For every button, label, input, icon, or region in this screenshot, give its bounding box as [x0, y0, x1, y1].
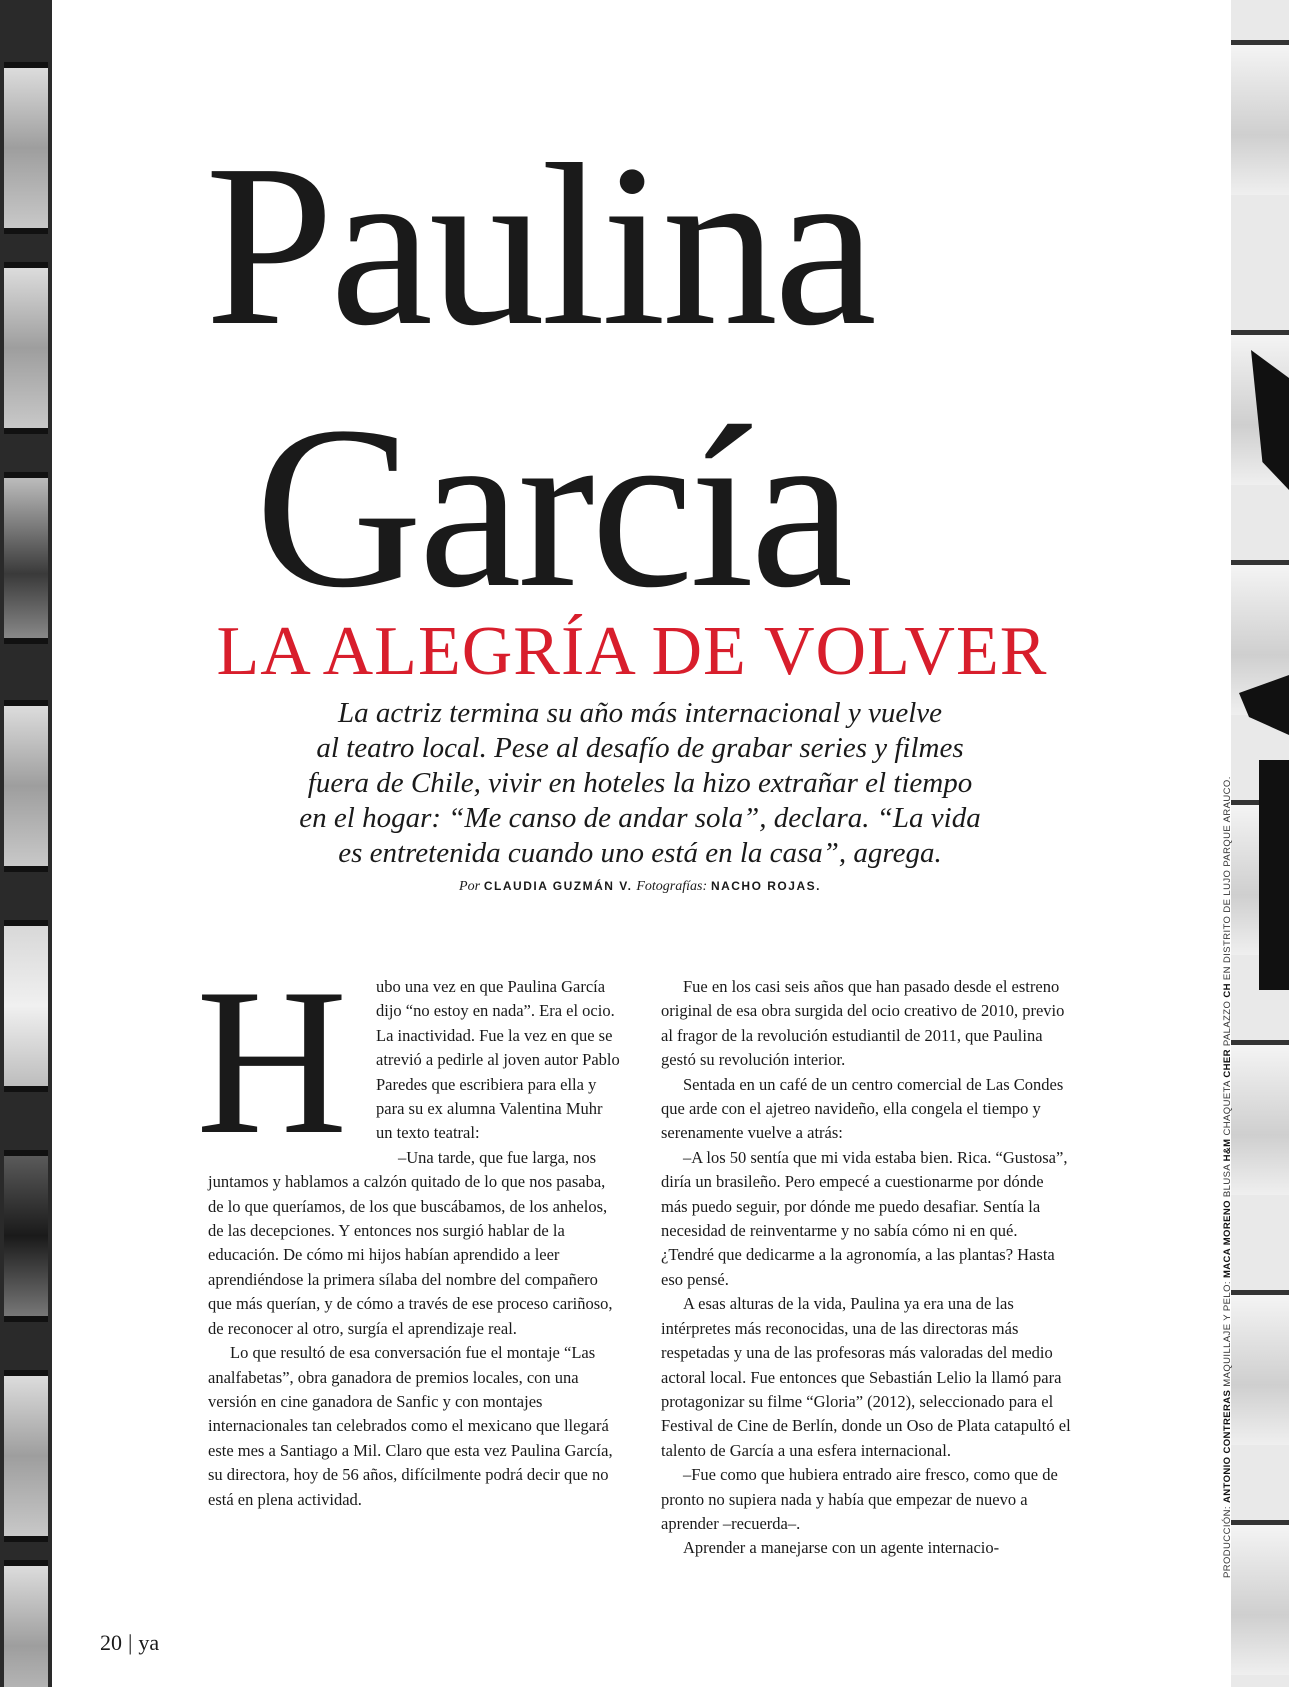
deck-line: La actriz termina su año más internacional y vuelve	[337, 697, 943, 729]
credit-label: CHAQUETA	[1222, 1080, 1233, 1136]
credit-label: PRODUCCIÓN:	[1222, 1506, 1233, 1578]
page-folio	[100, 1630, 159, 1656]
film-frame	[4, 472, 48, 644]
film-strip-right	[1231, 0, 1289, 1687]
body-paragraph: Aprender a manejarse con un agente internacio-	[683, 1538, 1000, 1558]
body-paragraph: –Una tarde, que fue larga, nos juntamos y hablamos a calzón quitado de lo que nos pasaba, de lo que queríamos, de los que buscábamos, de los anhelos, de las decepciones. Y entonces nos surgió hablar de la educación. De cómo mi hijos habían aprendido a leer aprendiéndose la primera sílaba del nombre del compañero que más querían, y de cómo a través de ese proceso cariñoso, de reconocer al otro, surgía el aprendizaje real.	[208, 1147, 613, 1338]
folio-separator: |	[128, 1630, 133, 1655]
film-frame	[1231, 1040, 1289, 1195]
credit-value: CHER	[1222, 1049, 1233, 1078]
deck-line: fuera de Chile, vivir en hoteles la hizo extrañar el tiempo	[307, 767, 973, 799]
paragraph-text: ubo una vez en que Paulina García dijo “no estoy en nada”. Era el ocio. La inactividad. Fue la vez en que se atrevió a pedirle al joven autor Pablo Paredes que escribiera para ella y para su ex alumna Valentina Muhr un texto teatral:	[376, 977, 620, 1143]
credit-label: MAQUILLAJE Y PELO:	[1222, 1281, 1233, 1387]
body-paragraph: –A los 50 sentía que mi vida estaba bien. Rica. “Gustosa”, diría un brasileño. Pero empecé a cuestionarme por dónde más puedo seguir, por dónde me puedo desafiar. Sentía la necesidad de reinventarme y no sabía cómo ni en qué. ¿Tendré que dedicarme a la agronomía, a las plantas? Hasta eso pensé.	[661, 1147, 1068, 1289]
article-kicker: LA ALEGRÍA DE VOLVER	[216, 613, 1048, 690]
byline	[300, 878, 980, 895]
body-paragraph: Sentada en un café de un centro comercial de Las Condes que arde con el ajetreo navideño, ella congela el tiempo y serenamente vuelve a atrás:	[661, 1074, 1064, 1143]
credit-label: EN DISTRITO DE LUJO PARQUE ARAUCO.	[1222, 776, 1233, 981]
credit-value: ANTONIO CONTRERAS	[1222, 1389, 1233, 1503]
credit-label: PALAZZO	[1222, 1000, 1233, 1047]
byline-author: CLAUDIA GUZMÁN V.	[483, 879, 633, 893]
body-paragraph: Lo que resultó de esa conversación fue el montaje “Las analfabetas”, obra ganadora de premios locales, con una versión en cine ganadora de Sanfic y con montajes internacionales tan celebrados como el mexicano que llegará este mes a Santiago a Mil. Claro que esta vez Paulina García, su directora, hoy de 56 años, difícilmente podrá decir que no está en plena actividad.	[208, 1343, 613, 1509]
body-paragraph	[196, 946, 620, 1178]
body-paragraph: A esas alturas de la vida, Paulina ya era una de las intérpretes más reconocidas, una de las directoras más respetadas y una de las profesoras más valoradas del medio actoral local. Fue entonces que Sebastián Lelio la llamó para protagonizar su filme “Gloria” (2012), seleccionado para el Festival de Cine de Berlín, donde un Oso de Plata catapultó el talento de García a una esfera internacional.	[661, 1294, 1071, 1460]
credit-value: H&M	[1222, 1138, 1233, 1162]
magazine-brand: ya	[138, 1630, 160, 1655]
film-frame	[1231, 40, 1289, 195]
film-frame	[4, 1150, 48, 1322]
title-line-2: García	[255, 379, 850, 636]
credit-label: BLUSA	[1222, 1164, 1233, 1198]
film-frame	[4, 920, 48, 1092]
film-strip-left	[0, 0, 52, 1687]
film-frame	[1231, 1520, 1289, 1675]
film-frame	[1231, 1290, 1289, 1445]
byline-photographer: NACHO ROJAS.	[710, 879, 821, 893]
film-frame	[4, 1560, 48, 1687]
title-line-1: Paulina	[205, 117, 873, 374]
film-frame	[4, 1370, 48, 1542]
deck-line: es entretenida cuando uno está en la casa”, agrega.	[338, 837, 942, 869]
film-frame	[4, 262, 48, 434]
byline-by-label: Por	[459, 879, 481, 894]
body-column-left	[196, 946, 620, 1512]
drop-cap: H	[196, 946, 348, 1178]
byline-photo-label: Fotografías:	[636, 879, 708, 894]
fashion-credit-text	[1222, 776, 1233, 1578]
photo-shape	[1259, 760, 1289, 990]
deck-line: al teatro local. Pese al desafío de grabar series y filmes	[316, 732, 964, 764]
film-frame	[4, 62, 48, 234]
page-number: 20	[100, 1630, 122, 1655]
body-column-right	[661, 975, 1073, 1561]
film-frame	[4, 700, 48, 872]
article-deck	[210, 696, 1070, 871]
credit-value: MACA MORENO	[1222, 1200, 1233, 1279]
body-paragraph: Fue en los casi seis años que han pasado desde el estreno original de esa obra surgida del ocio creativo de 2010, previo al fragor de la revolución estudiantil de 2011, que Paulina gestó su revolución interior.	[661, 977, 1065, 1070]
deck-line: en el hogar: “Me canso de andar sola”, declara. “La vida	[299, 802, 981, 834]
body-paragraph: –Fue como que hubiera entrado aire fresco, como que de pronto no supiera nada y había que empezar de nuevo a aprender –recuerda–.	[661, 1465, 1058, 1533]
credit-value: CH	[1222, 983, 1233, 998]
